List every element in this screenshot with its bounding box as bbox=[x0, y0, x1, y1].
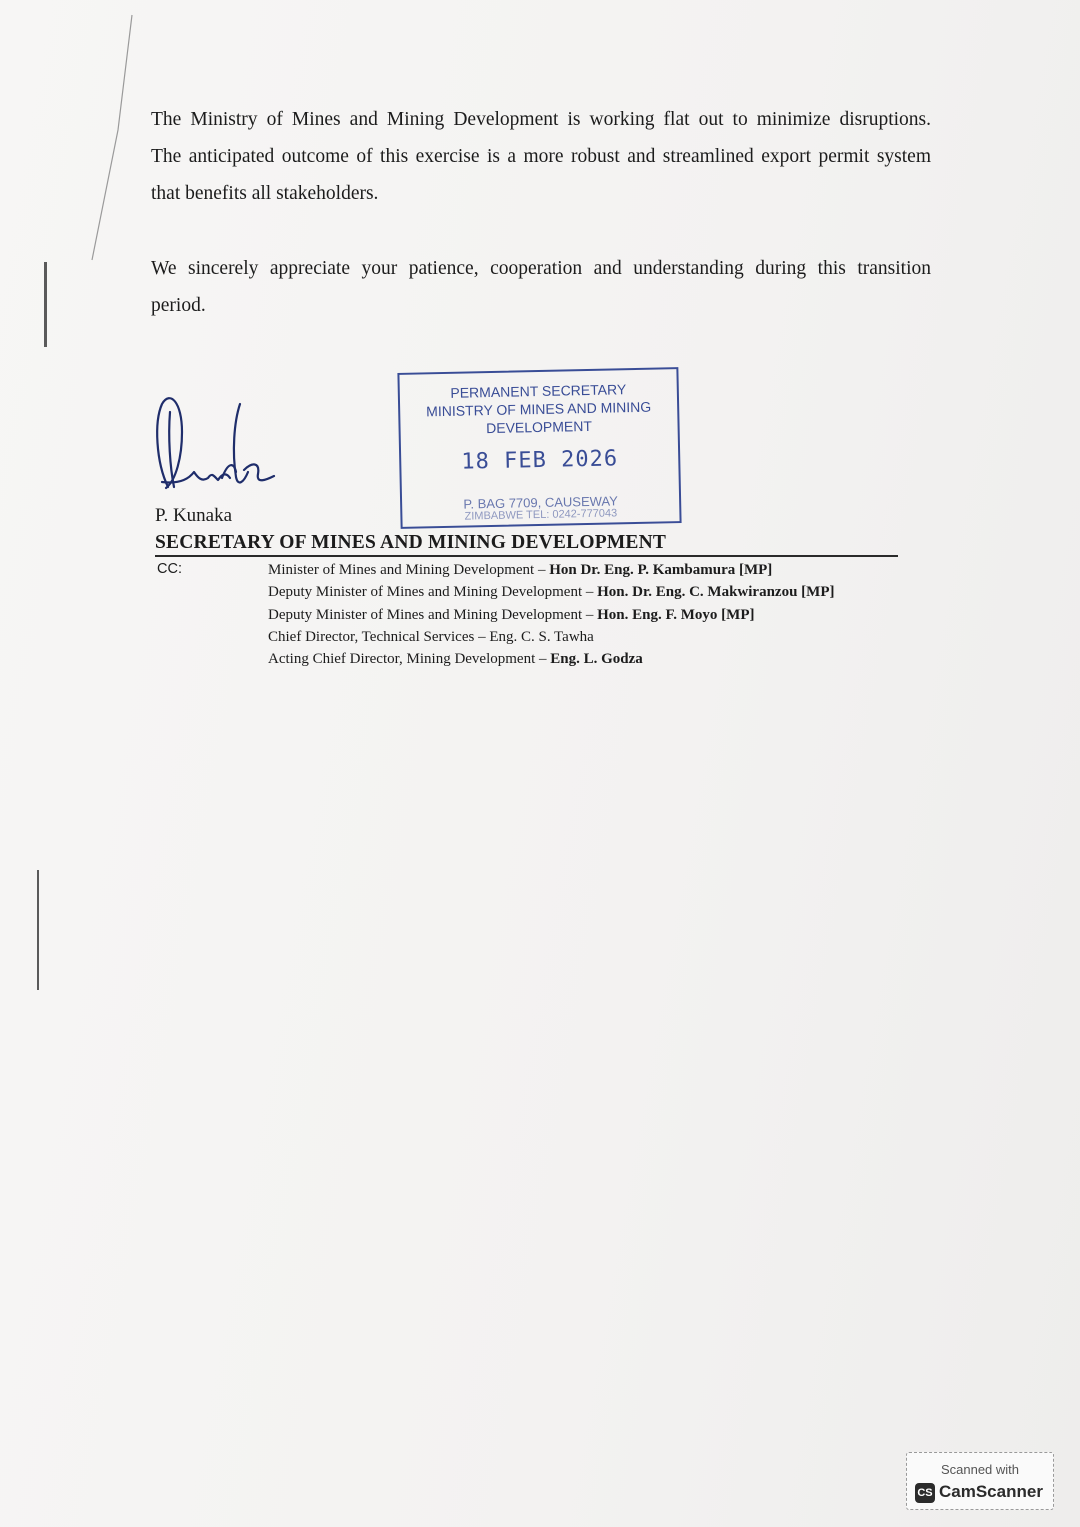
cc-label: CC: bbox=[157, 561, 182, 577]
stamp-line-1: PERMANENT SECRETARY bbox=[450, 381, 627, 401]
cc-person: Hon Dr. Eng. P. Kambamura [MP] bbox=[549, 562, 773, 578]
body-line: We sincerely appreciate your patience, cooperation and understanding during this transition bbox=[151, 258, 931, 279]
scan-edge-line bbox=[37, 870, 39, 990]
stamp-line-2: MINISTRY OF MINES AND MINING bbox=[426, 398, 652, 420]
body-paragraph-1 bbox=[151, 101, 931, 212]
cc-person: Eng. L. Godza bbox=[550, 651, 643, 668]
cc-role: Acting Chief Director, Mining Development – bbox=[268, 651, 551, 668]
camscanner-logo-icon: CS bbox=[915, 1483, 935, 1503]
cc-role: Deputy Minister of Mines and Mining Development – bbox=[268, 606, 598, 623]
body-line: period. bbox=[151, 295, 206, 316]
body-line: The Ministry of Mines and Mining Development is working flat out to minimize disruptions. bbox=[151, 109, 931, 130]
handwritten-signature bbox=[148, 392, 288, 502]
cc-person: Hon. Dr. Eng. C. Makwiranzou [MP] bbox=[597, 584, 835, 601]
cc-recipient bbox=[268, 559, 835, 581]
stamp-line-3: DEVELOPMENT bbox=[485, 417, 593, 437]
cc-role: Chief Director, Technical Services – Eng. C. S. Tawha bbox=[268, 628, 594, 645]
cc-list bbox=[268, 559, 835, 670]
cc-recipient bbox=[268, 626, 835, 648]
cc-person: Hon. Eng. F. Moyo [MP] bbox=[597, 606, 755, 623]
stamp-date: 18 FEB 2026 bbox=[461, 446, 619, 475]
body-line: The anticipated outcome of this exercise is a more robust and streamlined export permit system bbox=[151, 146, 931, 167]
cc-role: Minister of Mines and Mining Development – bbox=[268, 562, 550, 578]
signatory-title: SECRETARY OF MINES AND MINING DEVELOPMENT bbox=[155, 532, 667, 553]
body-line: that benefits all stakeholders. bbox=[151, 183, 379, 204]
cc-recipient bbox=[268, 581, 835, 603]
scan-edge-line bbox=[44, 262, 47, 347]
divider-rule bbox=[155, 555, 898, 557]
scan-edge-stroke bbox=[40, 10, 140, 270]
body-paragraph-2 bbox=[151, 250, 931, 324]
official-stamp bbox=[397, 367, 681, 529]
scanner-badge bbox=[906, 1452, 1054, 1510]
cc-recipient bbox=[268, 604, 835, 626]
signatory-name: P. Kunaka bbox=[155, 505, 233, 526]
scanner-badge-brand: CamScanner bbox=[939, 1482, 1043, 1501]
cc-recipient bbox=[268, 648, 835, 670]
stamp-address: P. BAG 7709, CAUSEWAY bbox=[463, 493, 618, 512]
cc-role: Deputy Minister of Mines and Mining Development – bbox=[268, 584, 598, 601]
scanner-badge-caption: Scanned with bbox=[940, 1462, 1020, 1477]
stamp-telephone: ZIMBABWE TEL: 0242-777043 bbox=[464, 507, 618, 523]
